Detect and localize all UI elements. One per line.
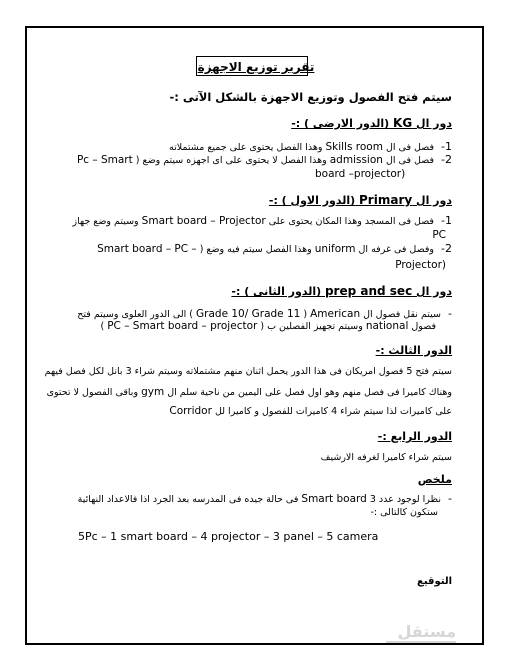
device-totals: 5Pc – 1 smart board – 4 projector – 3 panel – 5 camera — [78, 530, 379, 543]
heading-suffix: (الدور الارضى ) :- — [291, 117, 390, 130]
section-heading-summary: ملخص — [417, 473, 452, 486]
list-item: 2- وفصل فى غرفه ال uniform وهذا الفصل سيتم فيه وضع ( Smart board – PC – — [97, 242, 452, 255]
section-heading-prep-sec: دور ال prep and sec (الدور الثانى ) :- — [231, 284, 452, 298]
watermark-underline — [386, 641, 456, 643]
watermark-logo: مستقل — [397, 622, 456, 641]
list-item: 1- فصل فى ال Skills room وهذا الفصل يحتوى على جميع مشتملاته — [169, 140, 452, 153]
list-item-continuation: فصول national وسيتم تجهيز الفصلين ب ( PC – Smart board – projector ) — [100, 320, 436, 332]
list-item-continuation: board –projector) — [315, 168, 406, 180]
heading-prefix: دور ال — [416, 117, 452, 130]
summary-item-continuation: ستكون كالتالى :- — [370, 507, 438, 518]
list-item: 1- فصل فى المسجد وهذا المكان يحتوى على Smart board – Projector وسيتم وضع جهاز — [72, 214, 452, 227]
signature-label: التوقيع — [417, 576, 452, 587]
section-heading-primary: دور ال Primary (الدور الاول ) :- — [268, 193, 452, 207]
document-title: تقرير توزيع الاجهزة — [197, 60, 315, 74]
summary-item: - نظرا لوجود عدد 3 Smart board فى حالة جيده فى المدرسه بعد الجرد اذا فالاعداد النهائية — [77, 492, 452, 505]
heading-en: KG — [393, 116, 413, 130]
paragraph-line: سيتم شراء كاميرا لغرفه الارشيف — [320, 452, 452, 463]
list-item: 2- فصل فى ال admission وهذا الفصل لا يحتوى على اى اجهزه سيتم وضع ( Pc – Smart — [76, 153, 452, 166]
section-heading-third-floor: الدور الثالث :- — [375, 344, 452, 357]
paragraph-line: على كاميرات لذا سيتم شراء 4 كاميرات للفصول و كاميرا لل Corridor — [169, 405, 452, 417]
list-item-continuation: PC — [432, 229, 446, 241]
section-heading-kg — [291, 116, 452, 130]
list-item-continuation: Projector) — [395, 259, 446, 271]
section-heading-fourth-floor: الدور الرابع :- — [377, 430, 452, 443]
paragraph-line: سيتم فتح 5 فصول امريكان فى هذا الدور يحمل اثنان منهم مشتملاته وسيتم شراء 3 بانل لكل فصل فيهم — [44, 366, 452, 377]
paragraph-line: وهناك كاميرا فى فصل منهم وهو اول فصل على اليمين من ناحية سلم ال gym وباقى الفصول لا تحتوى — [46, 386, 452, 398]
document-subtitle: سيتم فتح الفصول وتوزيع الاجهزة بالشكل الآتى :- — [169, 90, 452, 104]
list-item: - سيتم نقل فصول ال American ( Grade 10/ Grade 11 ) الى الدور العلوى وسيتم فتح — [77, 307, 452, 320]
